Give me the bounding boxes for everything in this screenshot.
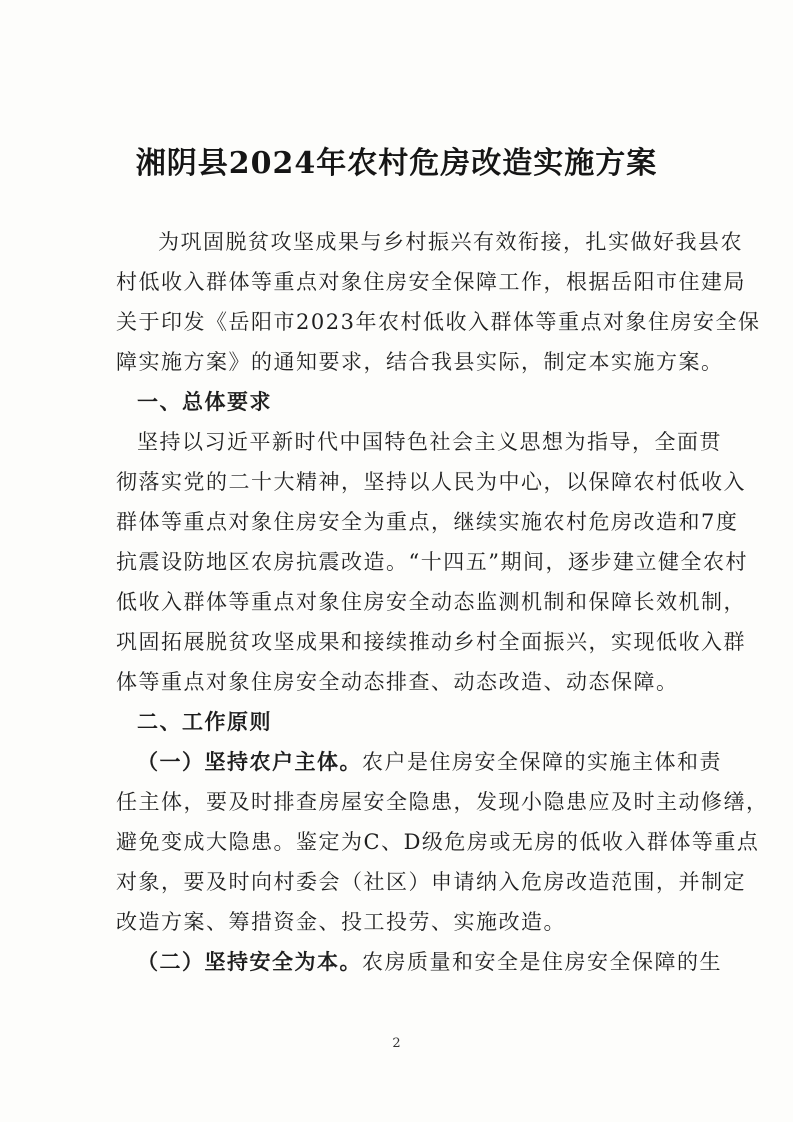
intro-line-4: 障实施方案》的通知要求，结合我县实际，制定本实施方案。 bbox=[116, 350, 724, 374]
item-1-first-line-rest: 农户是住房安全保障的实施主体和责 bbox=[362, 750, 722, 774]
section-1-line-3: 群体等重点对象住房安全为重点，继续实施农村危房改造和7度 bbox=[116, 510, 739, 534]
section-1-line-7: 体等重点对象住房安全动态排查、动态改造、动态保障。 bbox=[116, 670, 679, 694]
section-2 bbox=[116, 702, 769, 982]
intro-line-1: 为巩固脱贫攻坚成果与乡村振兴有效衔接，扎实做好我县农 bbox=[158, 230, 743, 254]
section-1-line-2: 彻落实党的二十大精神，坚持以人民为中心，以保障农村低收入 bbox=[116, 470, 746, 494]
section-1-line-4: 抗震设防地区农房抗震改造。“十四五”期间，逐步建立健全农村 bbox=[116, 550, 748, 574]
item-1-first-line bbox=[116, 742, 722, 782]
item-1-lead: （一）坚持农户主体。 bbox=[137, 749, 362, 774]
item-1-line-4: 对象，要及时向村委会（社区）申请纳入危房改造范围，并制定 bbox=[116, 870, 746, 894]
intro-paragraph bbox=[116, 222, 761, 382]
section-2-heading: 二、工作原则 bbox=[137, 710, 272, 734]
page-number: 2 bbox=[392, 1036, 401, 1051]
item-1-line-3: 避免变成大隐患。鉴定为C、D级危房或无房的低收入群体等重点 bbox=[116, 830, 760, 854]
intro-line-2: 村低收入群体等重点对象住房安全保障工作，根据岳阳市住建局 bbox=[116, 270, 746, 294]
item-2-first-line-rest: 农房质量和安全是住房安全保障的生 bbox=[362, 950, 722, 974]
item-1-line-5: 改造方案、筹措资金、投工投劳、实施改造。 bbox=[116, 910, 566, 934]
item-1-line-2: 任主体，要及时排查房屋安全隐患，发现小隐患应及时主动修缮， bbox=[116, 790, 769, 814]
section-1-heading: 一、总体要求 bbox=[137, 390, 272, 414]
section-1-line-5: 低收入群体等重点对象住房安全动态监测机制和保障长效机制， bbox=[116, 590, 746, 614]
item-2-first-line bbox=[116, 942, 722, 982]
section-1-line-1: 坚持以习近平新时代中国特色社会主义思想为指导，全面贯 bbox=[137, 430, 722, 454]
intro-line-3: 关于印发《岳阳市2023年农村低收入群体等重点对象住房安全保 bbox=[116, 310, 761, 334]
section-1 bbox=[116, 382, 748, 702]
section-1-line-6: 巩固拓展脱贫攻坚成果和接续推动乡村全面振兴，实现低收入群 bbox=[116, 630, 746, 654]
item-2-lead: （二）坚持安全为本。 bbox=[137, 949, 362, 974]
document-title: 湘阴县2024年农村危房改造实施方案 bbox=[135, 146, 658, 181]
